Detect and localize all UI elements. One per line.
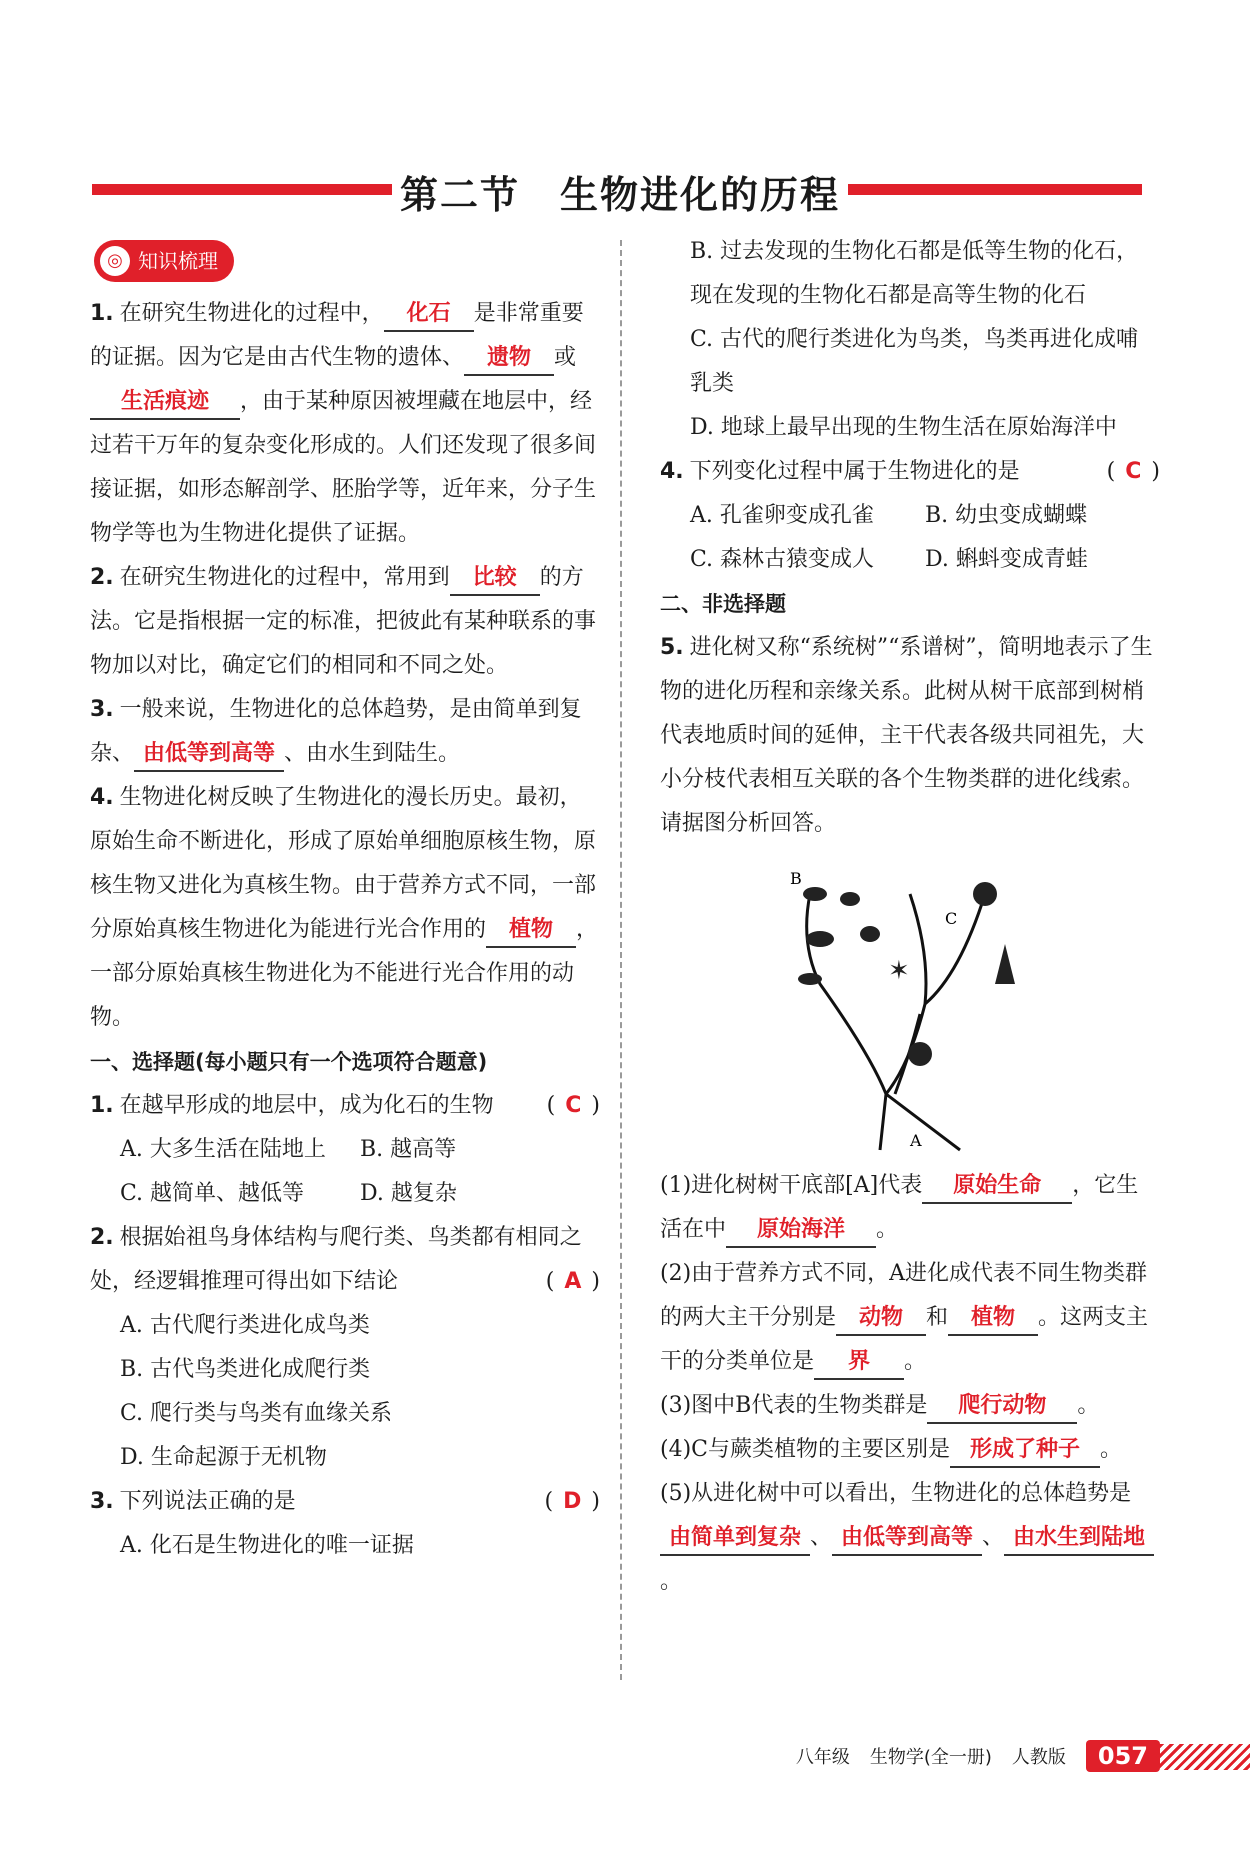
answer-paren: ( C ): [547, 1084, 600, 1128]
reptile-icon: [798, 973, 822, 985]
question-number: 2.: [90, 565, 114, 590]
fern-icon: [995, 944, 1015, 984]
question-text: (4)C与蕨类植物的主要区别是: [660, 1437, 950, 1462]
page-number: 057: [1086, 1740, 1160, 1772]
answer-paren: ( A ): [546, 1260, 600, 1304]
option: D. 地球上最早出现的生物生活在原始海洋中: [690, 415, 1117, 440]
question-text: ，它生活在中: [660, 1173, 1139, 1242]
question-text: 是非常重要的证据。因为它是由古代生物的遗体、: [90, 301, 584, 370]
answer-blank: 动物: [836, 1302, 926, 1336]
question-number: 3.: [90, 1489, 114, 1514]
q5-part-3: [660, 1384, 1160, 1428]
option: D. 越复杂: [360, 1181, 457, 1206]
tree-label-c: C: [945, 909, 958, 928]
footer-edition: 人教版: [1011, 1747, 1066, 1768]
question-text: (5)从进化树中可以看出，生物进化的总体趋势是: [660, 1481, 1132, 1506]
question-text: 、由水生到陆生。: [284, 741, 461, 766]
bird-icon: [803, 887, 827, 901]
q5-part-5: [660, 1472, 1160, 1604]
footer-hatch-decoration: [1160, 1744, 1250, 1770]
option: A. 孔雀卵变成孔雀: [690, 503, 874, 528]
question-number: 3.: [90, 697, 114, 722]
answer-blank: 化石: [384, 298, 474, 332]
answer-blank: 植物: [486, 914, 576, 948]
cell-icon: [908, 1042, 932, 1066]
answer-blank: 原始海洋: [726, 1214, 876, 1248]
q5-stem: [660, 626, 1160, 846]
tree-label-a: A: [910, 1131, 922, 1150]
option: A. 化石是生物进化的唯一证据: [120, 1533, 414, 1558]
evolution-tree-diagram: [760, 854, 1060, 1154]
page-footer: [776, 1736, 1160, 1776]
choice-answer: C: [1125, 459, 1142, 484]
question-text: 一般来说，生物进化的总体趋势，是由简单到复杂、: [90, 697, 582, 766]
option: C. 森林古猿变成人: [690, 547, 875, 572]
question-number: 4.: [90, 785, 114, 810]
choice-answer: C: [565, 1093, 582, 1118]
answer-blank: 原始生命: [922, 1170, 1072, 1204]
frog-icon: [860, 926, 880, 942]
choice-question-3: [90, 1480, 600, 1568]
option: B. 古代鸟类进化成爬行类: [120, 1357, 371, 1382]
question-text: ，由于某种原因被埋藏在地层中，经过若干万年的复杂变化形成的。人们还发现了很多间接证据，如形态解剖学、胚胎学等，近年来，分子生物学等也为生物进化提供了证据。: [90, 389, 597, 546]
section-heading-choice: 一、选择题(每小题只有一个选项符合题意): [90, 1050, 488, 1074]
question-text: 生物进化树反映了生物进化的漫长历史。最初，原始生命不断进化，形成了原始单细胞原核生物，原核生物又进化为真核生物。由于营养方式不同，一部分原始真核生物进化为能进行光合作用的: [90, 785, 597, 942]
question-text: 的方法。它是指根据一定的标准，把彼此有某种联系的事物加以对比，确定它们的相同和不同之处。: [90, 565, 597, 678]
answer-blank: 由低等到高等: [832, 1522, 982, 1556]
choice-answer: D: [563, 1489, 582, 1514]
question-number: 4.: [660, 459, 684, 484]
answer-blank: 植物: [948, 1302, 1038, 1336]
question-text: 在越早形成的地层中，成为化石的生物: [119, 1093, 494, 1118]
choice-answer: A: [564, 1269, 582, 1294]
question-text: 进化树又称“系统树”“系谱树”，简明地表示了生物的进化历程和亲缘关系。此树从树干底部到树梢代表地质时间的延伸，主干代表各级共同祖先，大小分枝代表相互关联的各个生物类群的进化线索。请据图分析回答。: [660, 635, 1153, 836]
knowledge-item-1: [90, 292, 600, 556]
knowledge-item-3: [90, 688, 600, 776]
question-text: 根据始祖鸟身体结构与爬行类、鸟类都有相同之处，经逻辑推理可得出如下结论: [90, 1225, 582, 1294]
question-text: 和: [926, 1305, 949, 1330]
badge-label: 知识梳理: [138, 249, 218, 273]
answer-paren: ( D ): [545, 1480, 600, 1524]
knowledge-badge: [94, 240, 234, 282]
choice-question-1: [90, 1084, 600, 1216]
title-bar-right: [848, 184, 1142, 195]
title-bar-left: [92, 184, 392, 195]
knowledge-item-4: [90, 776, 600, 1040]
answer-blank: 生活痕迹: [90, 386, 240, 420]
question-text: 。: [904, 1349, 927, 1374]
answer-blank: 形成了种子: [950, 1434, 1100, 1468]
column-divider: [620, 240, 622, 1680]
question-text: 在研究生物进化的过程中，: [119, 301, 384, 326]
answer-blank: 遗物: [464, 342, 554, 376]
question-text: 在研究生物进化的过程中，常用到: [119, 565, 450, 590]
question-number: 1.: [90, 1093, 114, 1118]
answer-blank: 界: [814, 1346, 904, 1380]
left-column: [90, 230, 600, 1568]
question-text: 。: [876, 1217, 899, 1242]
footer-grade: 八年级: [795, 1747, 850, 1768]
answer-blank: 由水生到陆地: [1004, 1522, 1154, 1556]
fish-icon: [806, 931, 834, 947]
answer-blank: 爬行动物: [927, 1390, 1077, 1424]
option: D. 蝌蚪变成青蛙: [925, 547, 1088, 572]
option: B. 过去发现的生物化石都是低等生物的化石，现在发现的生物化石都是高等生物的化石: [690, 239, 1139, 308]
target-icon: ◎: [100, 246, 130, 276]
tree-label-b: B: [790, 869, 802, 888]
question-number: 2.: [90, 1225, 114, 1250]
question-text: 。: [1100, 1437, 1123, 1462]
answer-paren: ( C ): [1107, 450, 1160, 494]
choice-question-4: [660, 450, 1160, 582]
question-text: (2)由于营养方式不同，A进化成代表不同生物类群的两大主干分别是: [660, 1261, 1148, 1330]
q5-part-2: [660, 1252, 1160, 1384]
option: B. 幼虫变成蝴蝶: [925, 503, 1088, 528]
section-title-row: [92, 164, 1142, 220]
question-text: ，一部分原始真核生物进化为不能进行光合作用的动物。: [90, 917, 599, 1030]
option: B. 越高等: [360, 1137, 457, 1162]
question-number: 1.: [90, 301, 114, 326]
q5-part-4: [660, 1428, 1160, 1472]
page-title: 第二节 生物进化的历程: [400, 173, 841, 217]
separator: 、: [982, 1525, 1005, 1550]
knowledge-item-2: [90, 556, 600, 688]
question-text: 。: [1077, 1393, 1100, 1418]
question-text: 下列变化过程中属于生物进化的是: [689, 459, 1020, 484]
question-text: 或: [554, 345, 577, 370]
question-text: 。这两支主干的分类单位是: [660, 1305, 1149, 1374]
question-text: 下列说法正确的是: [119, 1489, 296, 1514]
section-heading-open: 二、非选择题: [660, 592, 786, 616]
question-text: (1)进化树树干底部[A]代表: [660, 1173, 923, 1198]
footer-subject: 生物学(全一册): [869, 1747, 992, 1768]
tree-trunk: [807, 894, 985, 1150]
answer-blank: 由低等到高等: [134, 738, 284, 772]
q5-part-1: [660, 1164, 1160, 1252]
starfish-icon: ✶: [888, 956, 910, 986]
flower-icon: [973, 882, 997, 906]
mammal-icon: [840, 892, 860, 906]
option: C. 古代的爬行类进化为鸟类，鸟类再进化成哺乳类: [690, 327, 1139, 396]
option: C. 爬行类与鸟类有血缘关系: [120, 1401, 393, 1426]
option: C. 越简单、越低等: [120, 1181, 305, 1206]
answer-blank: 比较: [450, 562, 540, 596]
option: A. 大多生活在陆地上: [120, 1137, 326, 1162]
separator: 、: [810, 1525, 833, 1550]
option: A. 古代爬行类进化成鸟类: [120, 1313, 370, 1338]
option: D. 生命起源于无机物: [120, 1445, 327, 1470]
answer-blank: 由简单到复杂: [660, 1522, 810, 1556]
question-text: 。: [660, 1569, 683, 1594]
choice-question-2: [90, 1216, 600, 1480]
right-column: [660, 230, 1160, 1604]
question-text: (3)图中B代表的生物类群是: [660, 1393, 928, 1418]
question-number: 5.: [660, 635, 684, 660]
